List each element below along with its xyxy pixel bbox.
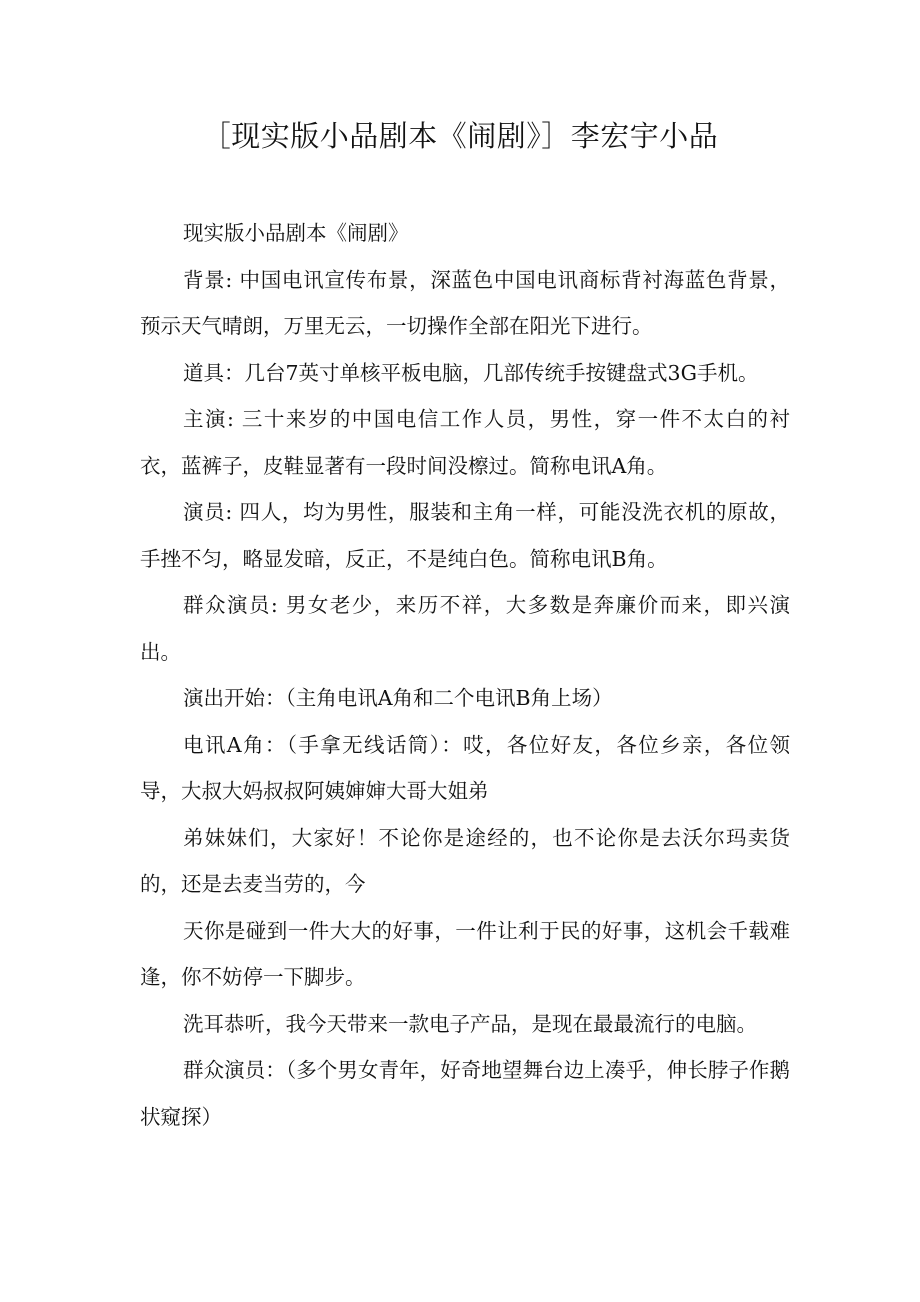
paragraph-show-start: 演出开始：（主角电讯A角和二个电讯B角上场） [183, 686, 613, 710]
paragraph-script-name: 现实版小品剧本《闹剧》 [183, 221, 409, 245]
paragraph-extras: 群众演员: 男女老少，来历不祥，大多数是奔廉价而来，即兴演出。 [140, 593, 790, 664]
document-title: ［现实版小品剧本《闹剧》］李宏宇小品 [201, 119, 719, 153]
paragraph-background: 背景: 中国电讯宣传布景，深蓝色中国电讯商标背衬海蓝色背景，预示天气晴朗，万里无云，一切操作全部在阳光下进行。 [140, 267, 790, 338]
paragraph-extras-action: 群众演员：（多个男女青年，好奇地望舞台边上凑乎，伸长脖子作鹅状窥探） [140, 1058, 790, 1129]
paragraph-actors: 演员: 四人，均为男性，服装和主角一样，可能没洗衣机的原故，手挫不匀，略显发暗，反正，不是纯白色。简称电讯B角。 [140, 500, 790, 571]
paragraph-dialogue-1: 电讯A角：（手拿无线话筒）：哎，各位好友，各位乡亲，各位领导，大叔大妈叔叔阿姨婶婶大哥大姐弟 [140, 732, 790, 803]
paragraph-dialogue-2: 弟妹妹们，大家好！不论你是途经的，也不论你是去沃尔玛卖货的，还是去麦当劳的，今 [140, 825, 790, 896]
paragraph-dialogue-3: 天你是碰到一件大大的好事，一件让利于民的好事，这机会千载难逢，你不妨停一下脚步。 [140, 918, 790, 989]
document-body [140, 210, 790, 1140]
paragraph-props: 道具：几台7英寸单核平板电脑，几部传统手按键盘式3G手机。 [183, 360, 759, 385]
paragraph-lead-actor: 主演: 三十来岁的中国电信工作人员，男性，穿一件不太白的衬衣，蓝裤子，皮鞋显著有一段时间没檫过。简称电讯A角。 [140, 407, 790, 478]
paragraph-dialogue-4: 洗耳恭听，我今天带来一款电子产品，是现在最最流行的电脑。 [183, 1011, 757, 1036]
